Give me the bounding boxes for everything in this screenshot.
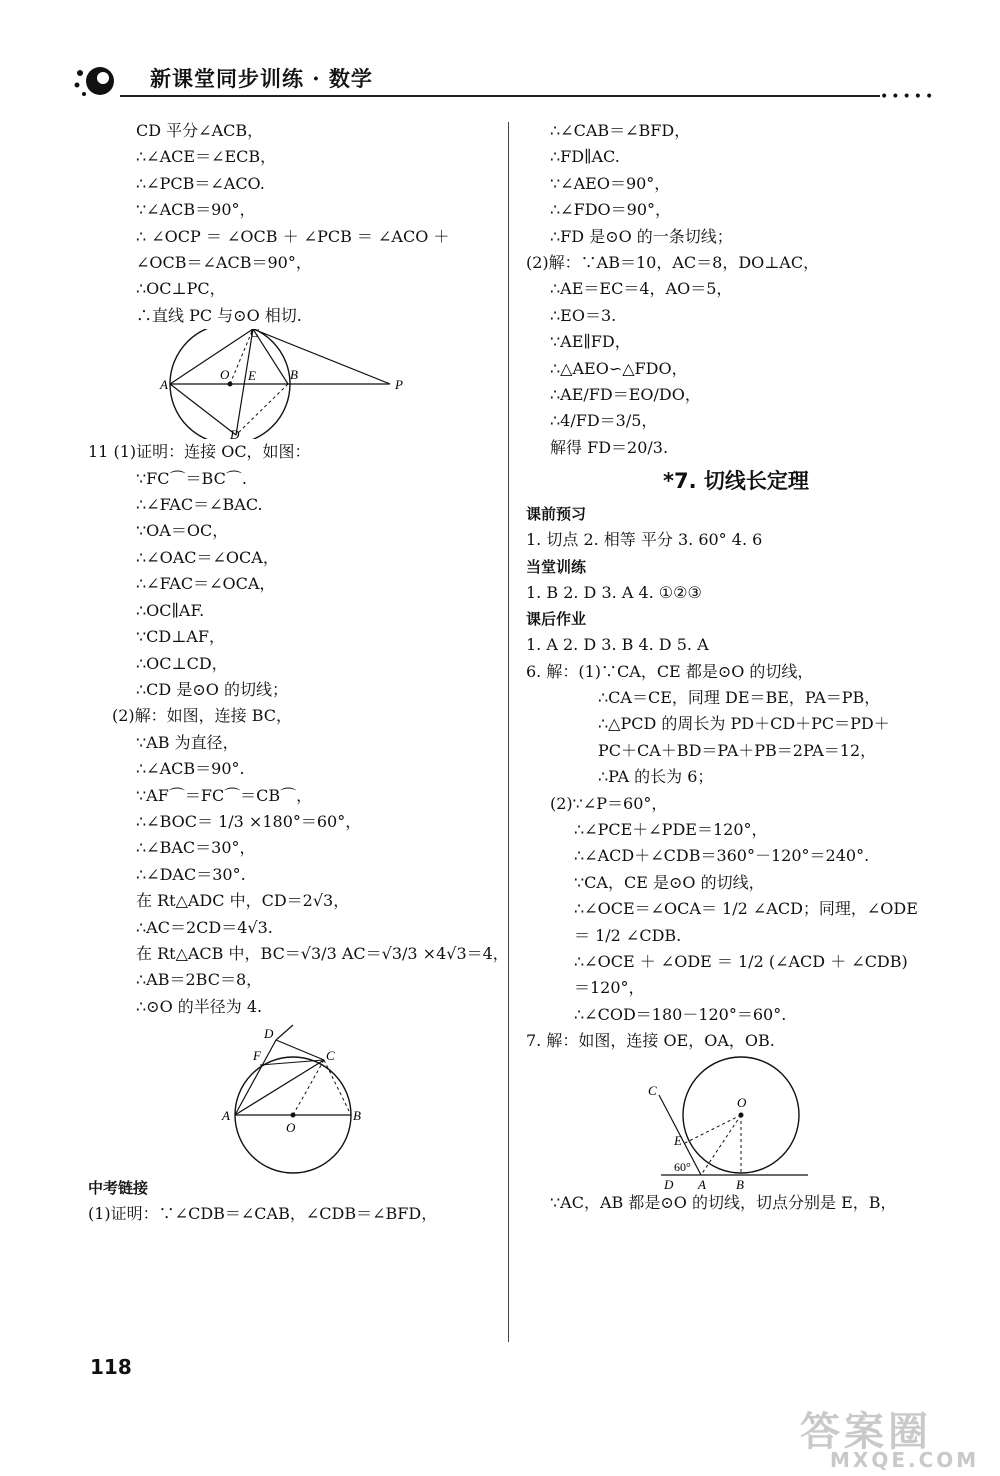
question-11-part-1: 11 (1)证明：连接 OC，如图：: [88, 442, 311, 462]
text-line: ∴AC＝2CD＝4√3.: [136, 917, 273, 937]
point-label-a: A: [222, 1108, 230, 1124]
text-line: ∴∠OAC＝∠OCA，: [136, 547, 279, 567]
point-label-f: F: [253, 1048, 261, 1064]
text-line: ∵∠AEO＝90°，: [550, 173, 671, 193]
text-line: ∵AE∥FD，: [550, 332, 631, 352]
section-title: *7. 切线长定理: [663, 469, 809, 494]
text-line: ∴∠BAC＝30°，: [136, 838, 256, 858]
point-label-d: D: [664, 1176, 674, 1190]
text-line: ∴AB＝2BC＝8，: [136, 970, 263, 990]
text-line: ∴△AEO∽△FDO，: [550, 358, 688, 378]
text-line: ∴OC⊥PC，: [136, 279, 226, 299]
point-label-c: C: [648, 1082, 657, 1098]
text-line: ∴∠BOC＝ 1/3 ×180°＝60°，: [136, 811, 362, 831]
point-label-p: P: [395, 377, 403, 393]
point-label-c: C: [250, 329, 259, 341]
text-line: ∴CD 是⊙O 的切线；: [136, 679, 288, 699]
point-label-e: E: [674, 1132, 682, 1148]
text-line: ∴ ∠OCP ＝ ∠OCB ＋ ∠PCB ＝ ∠ACO ＋: [136, 226, 450, 246]
text-line: ∴AE＝EC＝4，AO＝5，: [550, 279, 733, 299]
point-label-d: D: [264, 1026, 274, 1042]
text-line: ∴OC⊥CD，: [136, 653, 228, 673]
text-line: PC＋CA＋BD＝PA＋PB＝2PA＝12，: [598, 740, 877, 760]
text-line: ∴OC∥AF.: [136, 600, 205, 620]
text-line: ∵FC⌒＝BC⌒.: [136, 468, 247, 488]
figure-circle-tangent-pc: [88, 329, 493, 439]
text-line: (2)∵∠P＝60°，: [550, 793, 668, 813]
text-line: ∴∠CAB＝∠BFD，: [550, 121, 691, 140]
text-line: ∴AE/FD＝EO/DO，: [550, 385, 701, 405]
text-line: ∴∠PCE＋∠PDE＝120°，: [574, 819, 768, 839]
angle-label: 60°: [674, 1159, 691, 1174]
text-line: ∴△PCD 的周长为 PD＋CD＋PC＝PD＋: [598, 714, 890, 734]
text-line: ∴∠FAC＝∠BAC.: [136, 495, 263, 515]
text-line: CD 平分∠ACB，: [136, 121, 264, 140]
text-line: ∵OA＝OC，: [136, 521, 229, 541]
text-line: ∵AC，AB 都是⊙O 的切线，切点分别是 E，B，: [550, 1192, 897, 1212]
text-line: ∴∠FAC＝∠OCA，: [136, 574, 276, 594]
right-column: [526, 118, 946, 1216]
column-divider: [508, 122, 509, 1342]
header-dots: •••••: [880, 89, 937, 105]
text-line: ＝120°，: [574, 978, 645, 998]
page-header: [60, 55, 940, 105]
text-line: (1)证明：∵∠CDB＝∠CAB，∠CDB＝∠BFD，: [88, 1204, 438, 1224]
answer-line: 1. B 2. D 3. A 4. ①②③: [526, 582, 702, 602]
text-line: ∴FD 是⊙O 的一条切线；: [550, 226, 733, 246]
point-label-o: O: [220, 367, 230, 383]
text-line: ∠OCB＝∠ACB＝90°，: [136, 253, 312, 273]
figure-circle-tangent-cd: [88, 1020, 493, 1175]
header-rule: [120, 95, 880, 97]
page-number: 118: [90, 1355, 132, 1379]
point-label-o: O: [737, 1094, 747, 1110]
section-heading-zhongkao: 中考链接: [88, 1179, 149, 1198]
point-label-e: E: [248, 368, 256, 384]
text-line: ∴∠PCB＝∠ACO.: [136, 173, 265, 193]
text-line: ∴∠ACB＝90°.: [136, 759, 245, 779]
text-line: ＝ 1/2 ∠CDB.: [574, 925, 682, 945]
figure-circle-tangents-ab: [526, 1055, 946, 1190]
text-line: ∵CD⊥AF，: [136, 627, 225, 647]
point-label-c: C: [326, 1048, 335, 1064]
section-heading-preview: 课前预习: [526, 505, 587, 524]
book-logo-icon: [72, 61, 122, 101]
question-7: 7. 解：如图，连接 OE，OA，OB.: [526, 1031, 775, 1051]
point-label-b: B: [736, 1176, 744, 1190]
text-line: ∴EO＝3.: [550, 305, 617, 325]
text-line: ∴FD∥AC.: [550, 147, 620, 167]
section-heading-homework: 课后作业: [526, 610, 587, 629]
section-heading-classwork: 当堂训练: [526, 557, 587, 576]
left-column: [88, 118, 509, 1228]
text-line: ∴∠COD＝180－120°＝60°.: [574, 1004, 787, 1024]
text-line: ∴直线 PC 与⊙O 相切.: [136, 305, 302, 325]
text-line: 解得 FD＝20/3.: [550, 437, 669, 457]
text-line: (2)解：∵AB＝10，AC＝8，DO⊥AC，: [526, 253, 820, 273]
text-line: 在 Rt△ACB 中，BC＝√3/3 AC＝√3/3 ×4√3＝4，: [136, 943, 509, 963]
point-label-b: B: [290, 367, 298, 383]
text-line: ∵AF⌒＝FC⌒＝CB⌒，: [136, 785, 313, 805]
question-11-part-2: (2)解：如图，连接 BC，: [112, 706, 293, 726]
book-title: 新课堂同步训练 · 数学: [150, 66, 373, 91]
watermark-logo: 答案圈: [800, 1409, 932, 1455]
text-line: ∴PA 的长为 6；: [598, 767, 714, 787]
text-line: ∵CA，CE 是⊙O 的切线，: [574, 872, 765, 892]
watermark-url: MXQE.COM: [830, 1448, 980, 1472]
text-line: 在 Rt△ADC 中，CD＝2√3，: [136, 891, 350, 911]
answer-line: 1. A 2. D 3. B 4. D 5. A: [526, 635, 709, 655]
text-line: ∴∠OCE ＋ ∠ODE ＝ 1/2 (∠ACD ＋ ∠CDB): [574, 951, 908, 971]
answer-line: 1. 切点 2. 相等 平分 3. 60° 4. 6: [526, 530, 763, 550]
text-line: ∴∠ACD＋∠CDB＝360°－120°＝240°.: [574, 846, 870, 866]
text-line: ∴∠ACE＝∠ECB，: [136, 147, 277, 167]
text-line: ∴∠OCE＝∠OCA＝ 1/2 ∠ACD；同理，∠ODE: [574, 899, 918, 919]
question-6: 6. 解：(1)∵CA，CE 都是⊙O 的切线，: [526, 661, 814, 681]
text-line: ∴∠FDO＝90°，: [550, 200, 671, 220]
text-line: ∵∠ACB＝90°，: [136, 200, 256, 220]
point-label-a: A: [160, 377, 168, 393]
text-line: ∴∠DAC＝30°.: [136, 864, 246, 884]
point-label-a: A: [698, 1176, 706, 1190]
text-line: ∴CA＝CE，同理 DE＝BE，PA＝PB，: [598, 687, 881, 707]
point-label-d: D: [230, 427, 240, 440]
text-line: ∴⊙O 的半径为 4.: [136, 996, 263, 1016]
text-line: ∵AB 为直径，: [136, 732, 239, 752]
point-label-o: O: [286, 1120, 296, 1136]
point-label-b: B: [353, 1108, 361, 1124]
text-line: ∴4/FD＝3/5，: [550, 411, 658, 431]
